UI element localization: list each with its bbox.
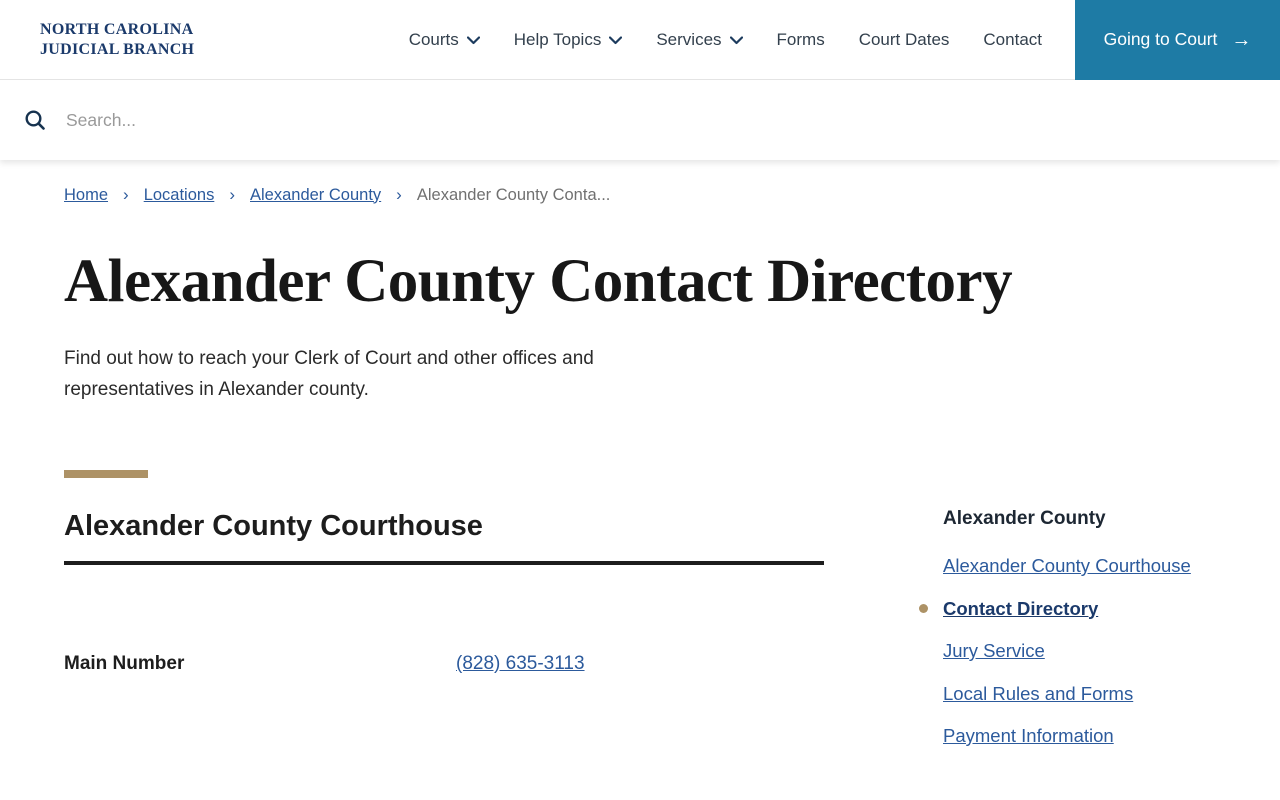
chevron-down-icon [730, 36, 743, 45]
main-column [64, 470, 824, 768]
nav-item-label: Help Topics [513, 29, 602, 49]
search-icon [24, 109, 46, 131]
contact-label: Main Number [64, 653, 185, 674]
nav-item-contact[interactable] [966, 0, 1059, 79]
content-area [0, 470, 1280, 768]
logo-line-1: NORTH CAROLINA [40, 20, 194, 38]
nav-item-label: Forms [776, 29, 825, 49]
nav-item-courts[interactable] [392, 0, 497, 79]
sidebar-item-local-rules [943, 683, 1243, 705]
sidebar-link-jury-service[interactable]: Jury Service [943, 640, 1045, 661]
breadcrumb-home[interactable]: Home [64, 185, 109, 204]
sidebar-title: Alexander County [943, 508, 1106, 529]
phone-link[interactable]: (828) 635-3113 [456, 653, 585, 674]
search-bar [0, 80, 1280, 160]
breadcrumb-alexander-county[interactable]: Alexander County [250, 185, 382, 204]
page-title: Alexander County Contact Directory [64, 248, 1013, 315]
contact-value [456, 653, 585, 675]
sidebar-link-contact-directory[interactable]: Contact Directory [943, 597, 1099, 619]
gold-accent-bar [64, 470, 148, 478]
sidebar-link-local-rules[interactable]: Local Rules and Forms [943, 682, 1134, 704]
search-submit-button[interactable] [24, 109, 46, 131]
going-to-court-button[interactable] [1075, 0, 1280, 80]
nav-item-forms[interactable] [760, 0, 842, 79]
breadcrumb-current-page: Alexander County Conta... [416, 185, 611, 204]
sidebar-item-courthouse [943, 555, 1243, 577]
nav-item-label: Court Dates [858, 29, 950, 49]
nav-item-help-topics[interactable] [497, 0, 640, 79]
sidebar [943, 470, 1243, 768]
search-input[interactable] [66, 110, 966, 131]
page-intro: Find out how to reach your Clerk of Court and other offices and representatives in Alexander county. [64, 348, 594, 400]
nav-item-label: Courts [408, 29, 459, 49]
breadcrumb-separator: › [396, 185, 402, 204]
logo-line-2: JUDICIAL BRANCH [40, 40, 195, 58]
chevron-down-icon [467, 36, 480, 45]
site-header [0, 0, 1280, 80]
chevron-down-icon [609, 36, 622, 45]
contact-row [64, 653, 824, 675]
breadcrumb-separator: › [229, 185, 235, 204]
sidebar-link-courthouse[interactable]: Alexander County Courthouse [943, 555, 1191, 576]
breadcrumb-separator: › [123, 185, 129, 204]
nav-item-label: Contact [983, 29, 1042, 49]
active-bullet-icon [919, 604, 928, 613]
sidebar-item-contact-directory [943, 598, 1243, 620]
site-logo[interactable] [40, 20, 194, 60]
breadcrumb-locations[interactable]: Locations [143, 185, 215, 204]
nav-item-label: Services [656, 29, 722, 49]
sidebar-link-payment-information[interactable]: Payment Information [943, 725, 1114, 746]
primary-nav [392, 0, 1075, 79]
sidebar-item-jury-service [943, 640, 1243, 662]
sidebar-link-list [943, 555, 1243, 747]
sidebar-item-payment-information [943, 725, 1243, 747]
nav-item-services[interactable] [639, 0, 759, 79]
breadcrumb [64, 185, 1216, 205]
section-divider [64, 561, 824, 565]
arrow-right-icon: → [1231, 28, 1252, 51]
nav-item-court-dates[interactable] [842, 0, 967, 79]
going-to-court-label: Going to Court [1103, 29, 1218, 49]
section-heading: Alexander County Courthouse [64, 510, 483, 542]
